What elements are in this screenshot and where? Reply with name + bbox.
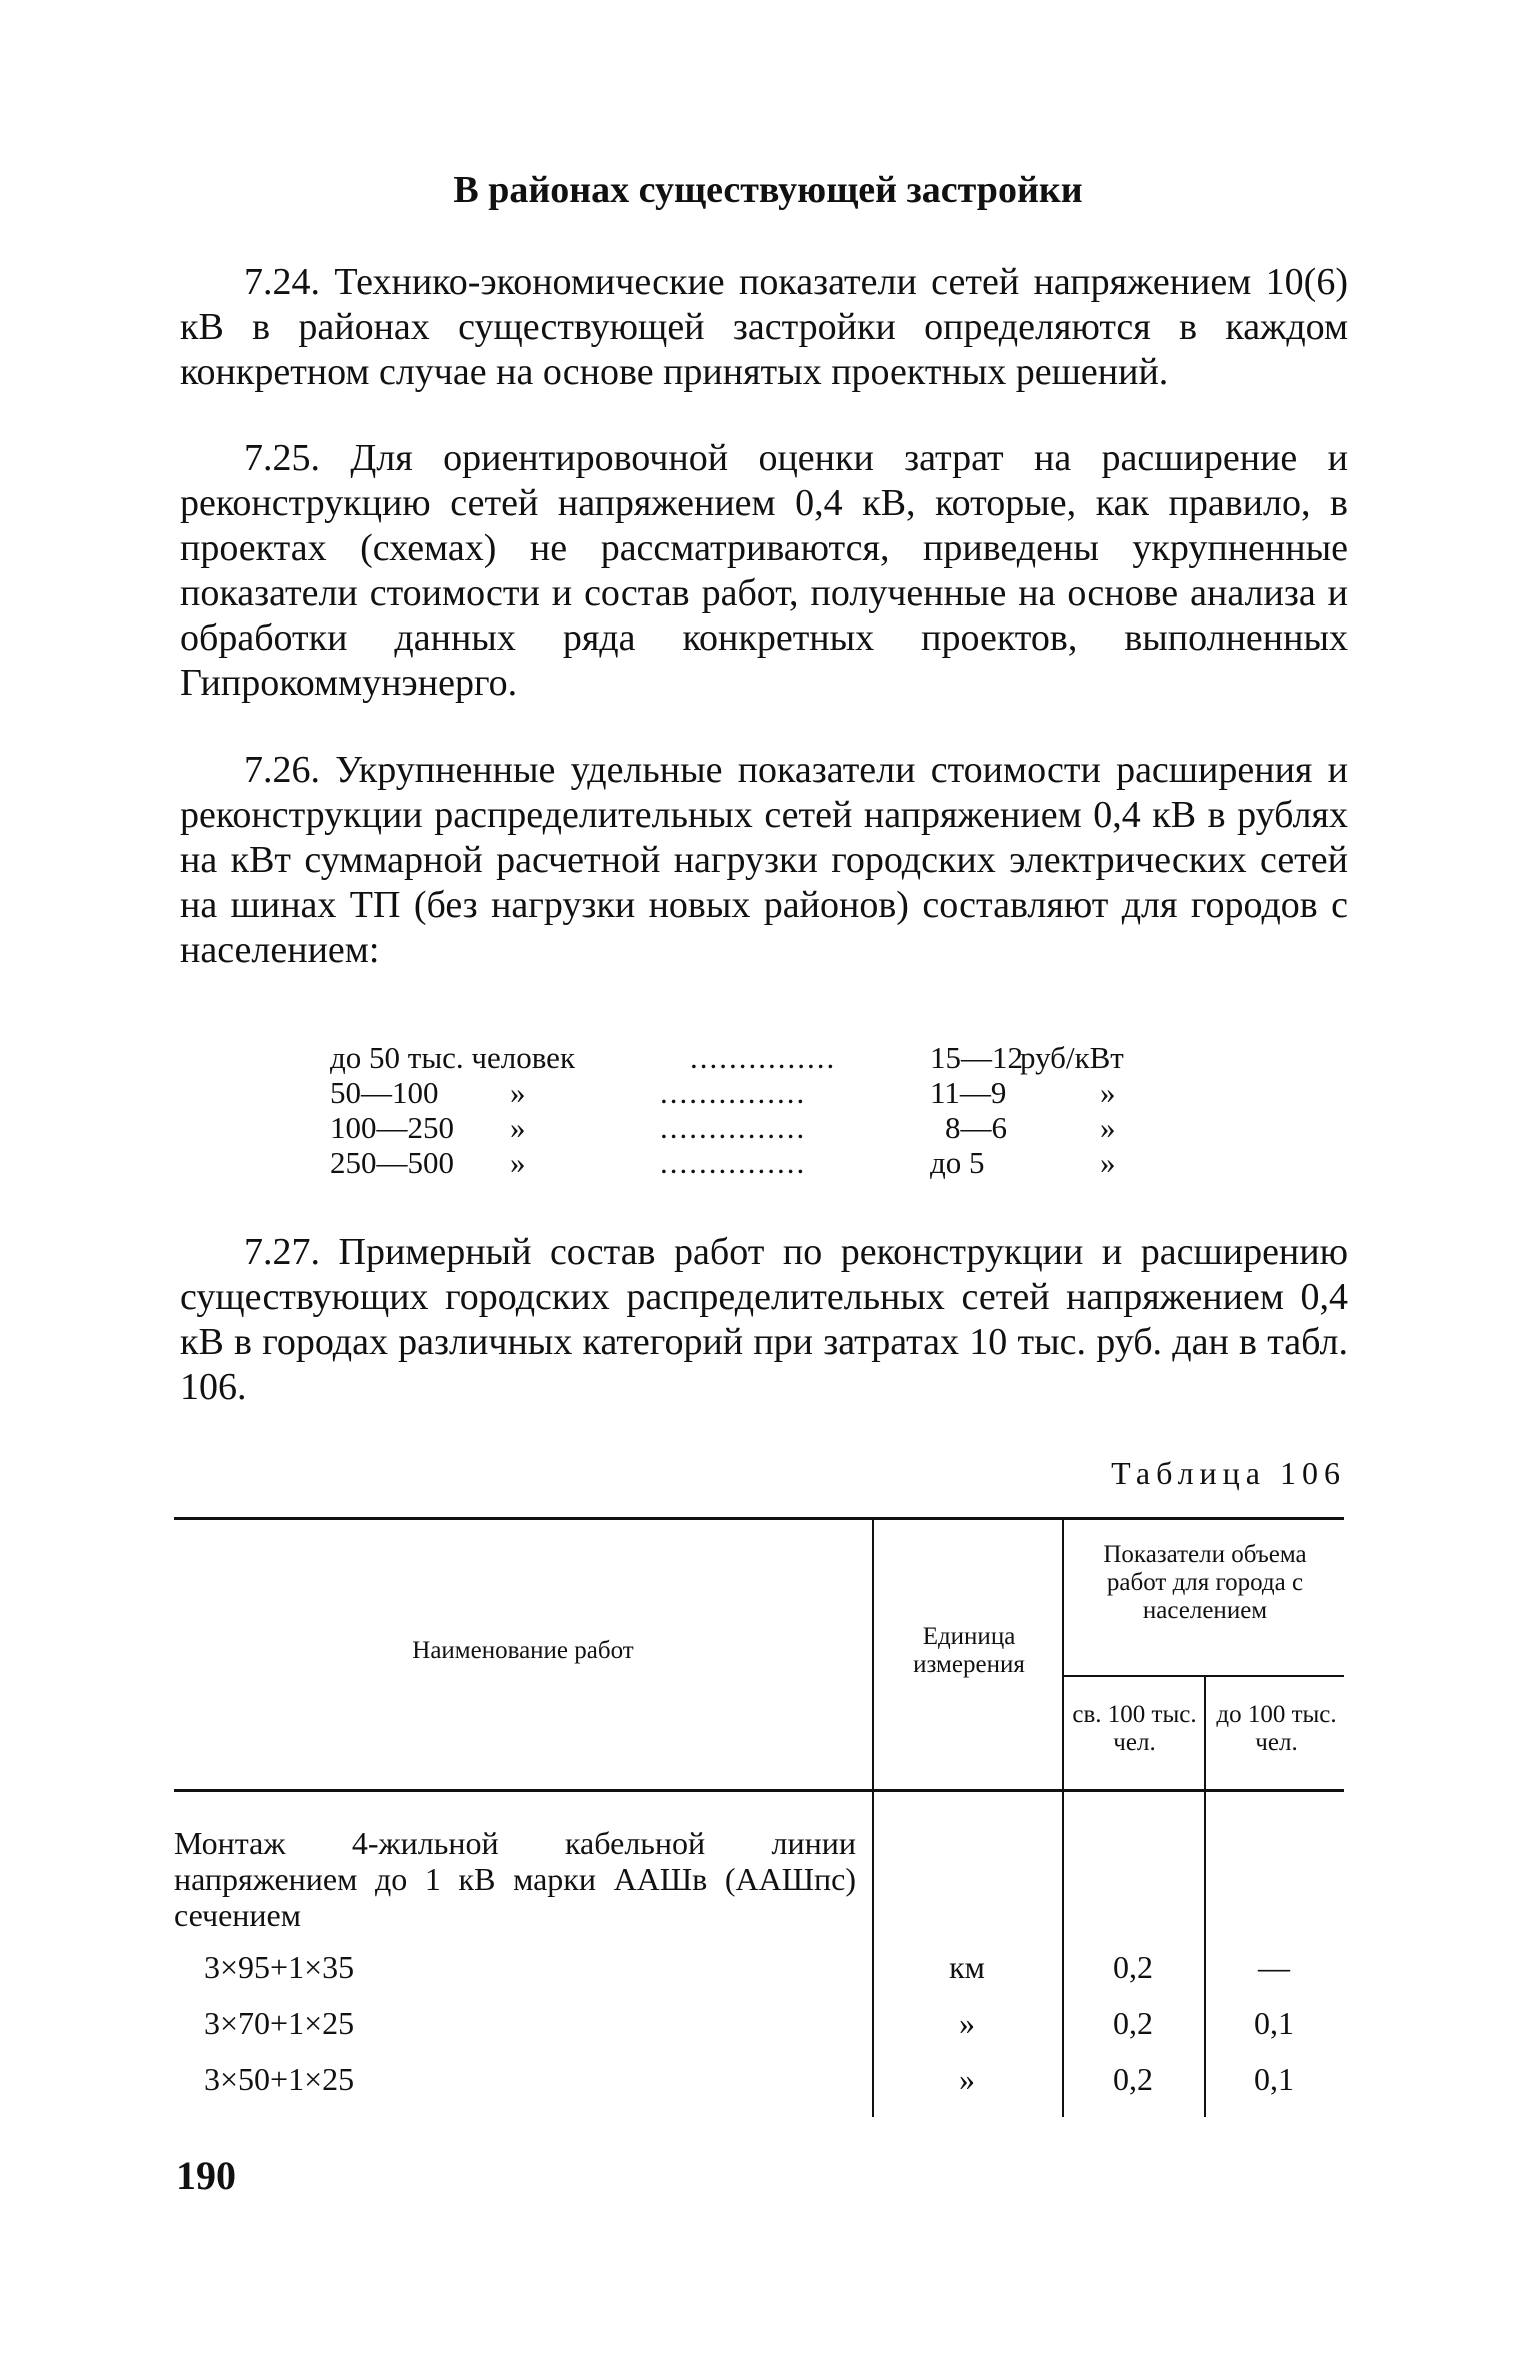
rate-value: до 5 [930, 1145, 985, 1180]
row-name: 3×70+1×25 [204, 2005, 355, 2041]
rate-population: 100—250 [330, 1110, 454, 1145]
leader-dots: ............... [660, 1075, 807, 1110]
column-divider [1204, 1675, 1206, 2117]
header-over-100: св. 100 тыс. чел. [1072, 1701, 1197, 1756]
rate-population: 50—100 [330, 1075, 439, 1110]
paragraph-7-27: 7.27. Примерный состав работ по реконструкции и расширению существующих городских распределительных сетей напряжением 0,4 кВ в городах различных категорий при затратах 10 тыс. руб. дан в табл. 106. [180, 1231, 1348, 1408]
rate-unit: » [1100, 1075, 1116, 1110]
rate-unit: руб/кВт [1020, 1040, 1124, 1075]
paragraph-7-24: 7.24. Технико-экономические показатели сетей напряжением 10(6) кВ в районах существующей застройки определяются в каждом конкретном случае на основе принятых проектных решений. [180, 261, 1348, 393]
table-top-rule [174, 1517, 1344, 1520]
row-over-100: 0,2 [1113, 2005, 1153, 2041]
header-up-to-100: до 100 тыс. чел. [1216, 1701, 1337, 1756]
rate-ditto: » [510, 1075, 526, 1110]
row-over-100: 0,2 [1113, 1949, 1153, 1985]
page-number: 190 [176, 2153, 236, 2198]
rate-population: до 50 тыс. человек [330, 1040, 576, 1075]
table-106 [174, 1517, 1344, 2117]
header-volume: Показатели объема работ для города с населением [1103, 1541, 1307, 1624]
row-name: 3×50+1×25 [204, 2061, 355, 2097]
table-caption: Таблица 106 [1111, 1455, 1346, 1491]
row-up-to-100: 0,1 [1254, 2005, 1294, 2041]
rate-value: 15—12 [930, 1040, 1023, 1075]
row-unit: » [959, 2061, 975, 2097]
row-over-100: 0,2 [1113, 2061, 1153, 2097]
row-unit: км [949, 1949, 985, 1985]
table-header-rule [174, 1789, 1344, 1792]
header-unit: Единица измерения [913, 1623, 1025, 1678]
row-up-to-100: — [1258, 1949, 1290, 1985]
row-up-to-100: 0,1 [1254, 2061, 1294, 2097]
rate-population: 250—500 [330, 1145, 454, 1180]
paragraph-7-25: 7.25. Для ориентировочной оценки затрат на расширение и реконструкцию сетей напряжением 0,4 кВ, которые, как правило, в проектах (схемах) не рассматриваются, приведены укрупненные показатели стоимости и состав работ, полученные на основе анализа и обработки данных ряда конкретных проектов, выполненных Гипрокоммунэнерго. [180, 437, 1348, 704]
leader-dots: ............... [690, 1040, 837, 1075]
section-title: Монтаж 4-жильной кабельной линии напряжением до 1 кВ марки ААШв (ААШпс) сечением [174, 1825, 856, 1933]
row-name: 3×95+1×35 [204, 1949, 355, 1985]
row-unit: » [959, 2005, 975, 2041]
header-work-name: Наименование работ [412, 1637, 634, 1664]
rate-ditto: » [510, 1110, 526, 1145]
leader-dots: ............... [660, 1145, 807, 1180]
section-heading: В районах существующей застройки [453, 169, 1083, 211]
rate-unit: » [1100, 1145, 1116, 1180]
rate-unit: » [1100, 1110, 1116, 1145]
rate-ditto: » [510, 1145, 526, 1180]
rate-value: 11—9 [930, 1075, 1007, 1110]
paragraph-7-26: 7.26. Укрупненные удельные показатели стоимости расширения и реконструкции распределительных сетей напряжением 0,4 кВ в рублях на кВт суммарной расчетной нагрузки городских электрических сетей на шинах ТП (без нагрузки новых районов) составляют для городов с населением: [180, 749, 1348, 971]
rate-value: 8—6 [945, 1110, 1007, 1145]
leader-dots: ............... [660, 1110, 807, 1145]
